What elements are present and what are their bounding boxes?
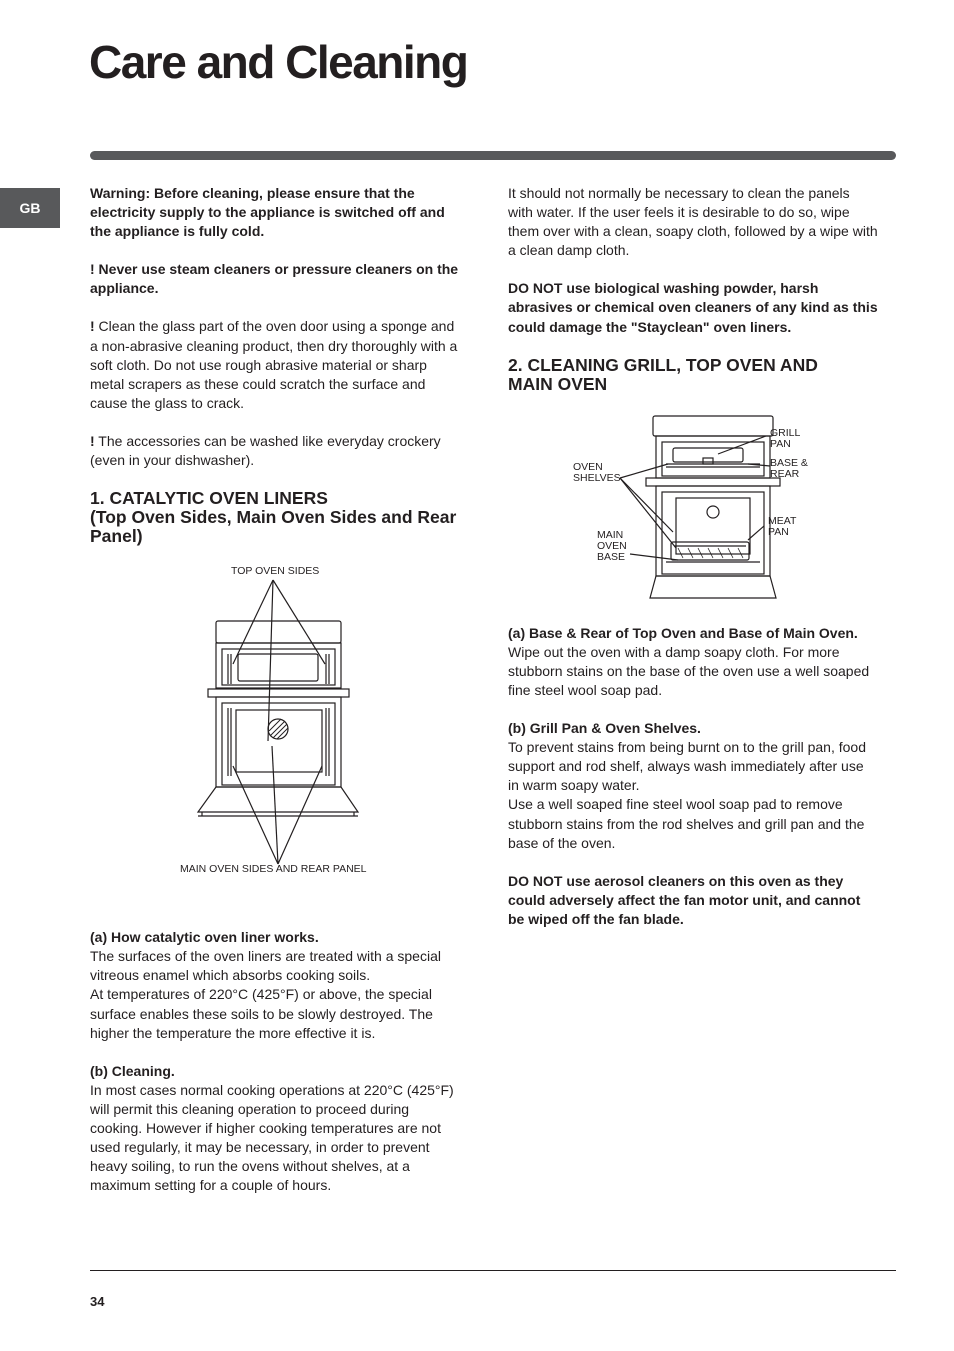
grill-oven-drawing — [508, 414, 878, 604]
base-rear-block — [508, 624, 878, 700]
grill-pan-heading: (b) Grill Pan & Oven Shelves. — [508, 720, 701, 737]
header-divider — [90, 151, 896, 160]
panels-text: It should not normally be necessary to clean the panels with water. If the user feels it is desirable to do so, wipe them over with a clean, soapy cloth, followed by a wipe with a clean damp cloth. — [508, 185, 878, 259]
fig-label-base-rear: BASE & REAR — [770, 456, 808, 480]
section2-line2: MAIN OVEN — [508, 373, 608, 394]
grill-pan-text1: To prevent stains from being burnt on to the grill pan, food support and rod shelf, always wash immediately after use in warm soapy water. — [508, 739, 866, 794]
section2-line1: 2. CLEANING GRILL, TOP OVEN AND — [508, 354, 818, 375]
fig-label-top-oven-sides: TOP OVEN SIDES — [231, 565, 320, 578]
fig-label-oven-shelves: OVEN SHELVES — [573, 460, 621, 484]
liner-works-text1: The surfaces of the oven liners are treated with a special vitreous enamel which absorbs cooking soils. — [90, 948, 441, 984]
liner-works-heading: (a) How catalytic oven liner works. — [90, 929, 319, 946]
fig-label-main-oven-sides: MAIN OVEN SIDES AND REAR PANEL — [180, 863, 367, 876]
right-column — [508, 184, 878, 948]
fig-label-grill-pan: GRILL PAN — [770, 426, 801, 450]
fig-label-meat-pan: MEAT PAN — [768, 514, 797, 538]
catalytic-liners-diagram — [90, 566, 462, 916]
page-title: Care and Cleaning — [89, 36, 468, 88]
base-rear-heading: (a) Base & Rear of Top Oven and Base of Main Oven. — [508, 624, 858, 641]
cleaning-text: In most cases normal cooking operations at 220°C (425°F) will permit this cleaning operation to proceed during cooking. However if higher cooking temperatures are not used regularly, it may be necessary, in order to prevent heavy soiling, to run the ovens without shelves, at a maximum setting for a couple of hours. — [90, 1081, 454, 1194]
language-tab: GB — [0, 188, 60, 228]
left-column — [90, 184, 462, 1214]
grill-pan-text2: Use a well soaped fine steel wool soap pad to remove stubborn stains from the rod shelves and grill pan and the base of the oven. — [508, 796, 865, 851]
page-number: 34 — [90, 1294, 105, 1309]
cleaning-heading: (b) Cleaning. — [90, 1062, 175, 1079]
footer-divider — [90, 1270, 896, 1271]
accessories-instruction — [90, 432, 462, 470]
section1-line2: (Top Oven Sides, Main Oven Sides and Rear Panel) — [90, 507, 457, 547]
grill-pan-block — [508, 719, 878, 853]
glass-text: Clean the glass part of the oven door using a sponge and a non-abrasive cleaning product, then dry thoroughly with a soft cloth. Do not use rough abrasive material or sharp metal scrapers as these could scratch the surface and cause the glass to crack. — [90, 318, 458, 411]
fig-label-main-oven-base: MAIN OVEN BASE — [597, 528, 627, 563]
donot-powder-warning: DO NOT use biological washing powder, harsh abrasives or chemical oven cleaners of any kind as this could damage the "Stayclean" oven liners. — [508, 280, 878, 335]
accessories-mark: ! — [90, 432, 95, 449]
section1-line1: 1. CATALYTIC OVEN LINERS — [90, 488, 328, 509]
cleaning-block — [90, 1062, 462, 1196]
glass-mark: ! — [90, 318, 95, 335]
liner-works-text2: At temperatures of 220°C (425°F) or above, the special surface enables these soils to be slowly destroyed. The higher the temperature the more effective it is. — [90, 986, 433, 1041]
donot-aerosol-warning: DO NOT use aerosol cleaners on this oven as they could adversely affect the fan motor unit, and cannot be wiped off the fan blade. — [508, 872, 861, 927]
liner-works-block — [90, 928, 462, 1043]
base-rear-text: Wipe out the oven with a damp soapy cloth. For more stubborn stains on the base of the oven use a well soaped fine steel wool soap pad. — [508, 643, 870, 698]
section1-heading — [90, 489, 462, 546]
section2-heading — [508, 356, 878, 394]
accessories-text: The accessories can be washed like everyday crockery (even in your dishwasher). — [90, 432, 441, 469]
grill-oven-diagram — [508, 414, 878, 604]
warning-text: Warning: Before cleaning, please ensure that the electricity supply to the appliance is switched off and the appliance is fully cold. — [90, 185, 445, 240]
steam-warning: ! Never use steam cleaners or pressure cleaners on the appliance. — [90, 261, 459, 297]
glass-instruction — [90, 317, 462, 412]
